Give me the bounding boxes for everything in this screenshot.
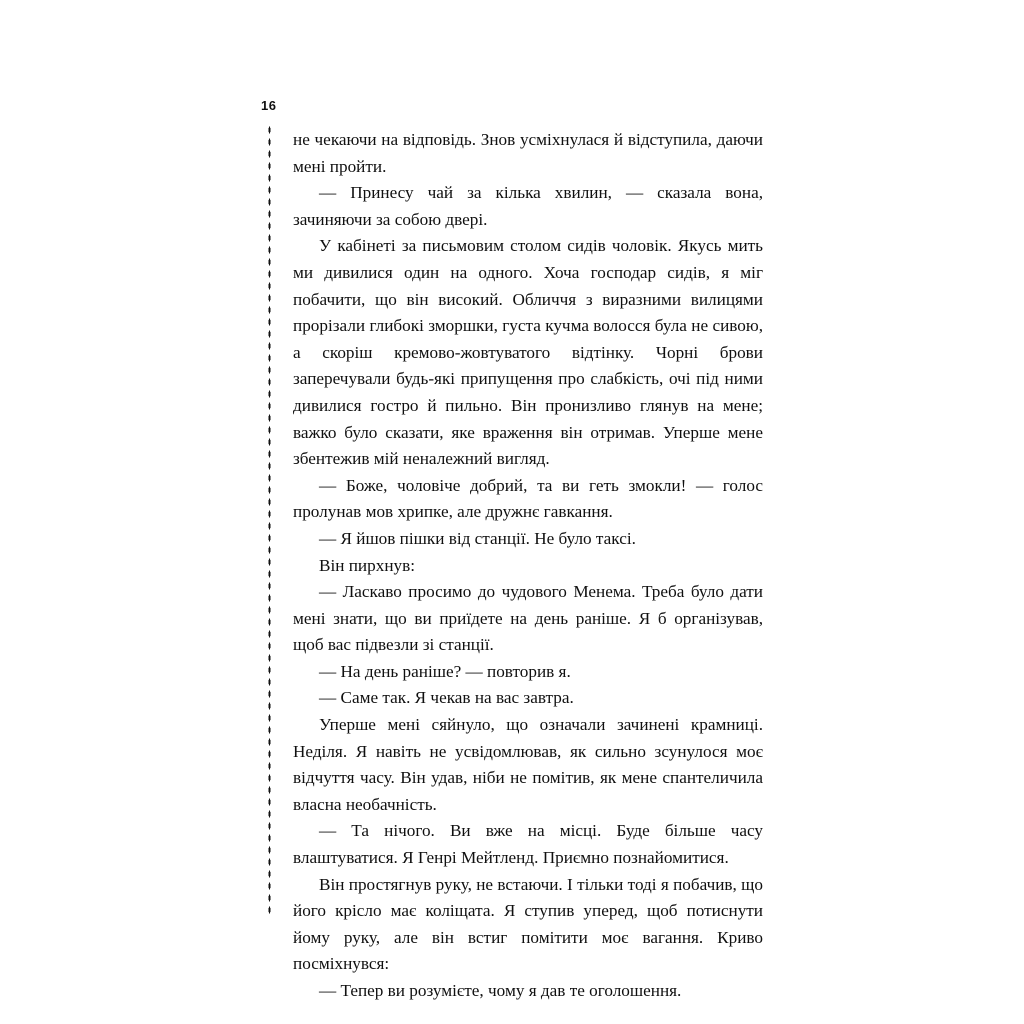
paragraph: У кабінеті за письмовим столом сидів чоловік. Якусь мить ми дивилися один на одного. Хоча господар сидів, я міг побачити, що він високий. Обличчя з виразними вилицями прорізали глибокі зморшки, густа кучма волосся була не сивою, а скоріш кремово-жовтуватого відтінку. Чорні брови заперечували будь-які припущення про слабкість, очі під ними дивилися гостро й пильно. Він пронизливо глянув на мене; важко було сказати, яке враження він отримав. Уперше мене збентежив мій неналежний вигляд. [293, 236, 763, 469]
paragraph: — Саме так. Я чекав на вас завтра. [319, 688, 574, 708]
paragraph: — Ласкаво просимо до чудового Менема. Треба було дати мені знати, що ви приїдете на день раніше. Я б організував, щоб вас підвезли зі станції. [293, 582, 763, 655]
paragraph: Він простягнув руку, не встаючи. І тільки тоді я побачив, що його крісло має коліщата. Я ступив уперед, щоб потиснути йому руку, але він встиг помітити моє вагання. Криво посміхнувся: [293, 874, 763, 974]
paragraph: — Та нічого. Ви вже на місці. Буде більше часу влаштуватися. Я Генрі Мейтленд. Приємно познайомитися. [293, 821, 763, 868]
paragraph: Він пирхнув: [319, 555, 415, 575]
paragraph: — Боже, чоловіче добрий, та ви геть змокли! — голос пролунав мов хрипке, але дружнє гавкання. [293, 475, 763, 522]
paragraph: не чекаючи на відповідь. Знов усміхнулася й відступила, даючи мені пройти. [293, 130, 763, 176]
dotted-margin-rule [268, 124, 271, 914]
paragraph: Уперше мені сяйнуло, що означали зачинені крамниці. Неділя. Я навіть не усвідомлював, як сильно зсунулося моє відчуття часу. Він удав, ніби не помітив, як мене спантеличила власна необачність. [293, 715, 763, 814]
body-text-column [293, 127, 763, 1005]
page-number: 16 [261, 98, 277, 113]
paragraph: — Принесу чай за кілька хвилин, — сказала вона, зачиняючи за собою двері. [293, 183, 763, 229]
paragraph: — Тепер ви розумієте, чому я дав те оголошення. [319, 981, 682, 1000]
paragraph: — Я йшов пішки від станції. Не було таксі. [319, 528, 636, 548]
paragraph: — На день раніше? — повторив я. [319, 661, 571, 681]
